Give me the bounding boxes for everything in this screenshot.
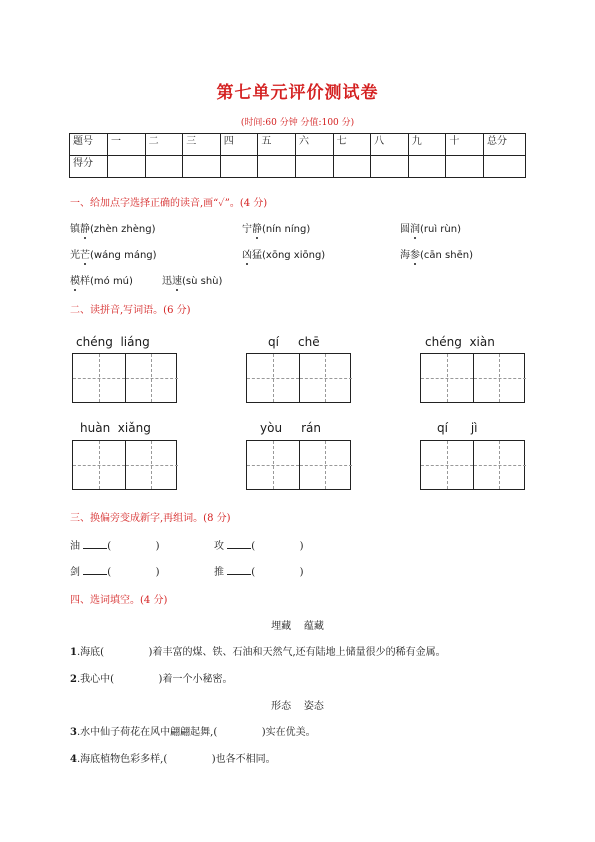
answer-blank[interactable]: [83, 566, 107, 575]
section2-heading: 二、读拼音,写词语。(6 分): [70, 305, 191, 316]
fill-question: 1.海底( )着丰富的煤、铁、石油和天然气,还有陆地上储量很少的稀有金属。: [70, 647, 446, 658]
score-cell: 总分: [484, 134, 526, 156]
pinyin-prompt: yòu rán: [260, 421, 322, 435]
answer-blank[interactable]: [227, 540, 251, 549]
writing-grid[interactable]: [420, 440, 525, 490]
reading-item: 模样(mó mú): [70, 276, 133, 287]
score-cell: 一: [108, 134, 146, 156]
pinyin-prompt: chéng xiàn: [425, 335, 495, 349]
score-cell: 五: [258, 134, 296, 156]
pinyin-prompt: chéng liáng: [76, 335, 150, 349]
score-table-score-row: [70, 156, 526, 178]
answer-blank[interactable]: [83, 540, 107, 549]
writing-grid[interactable]: [246, 440, 351, 490]
writing-grid[interactable]: [72, 353, 177, 403]
answer-blank[interactable]: [227, 566, 251, 575]
score-cell: 题号: [70, 134, 108, 156]
reading-item: 迅速(sù shù): [162, 276, 223, 287]
radical-item: 推 ( ): [214, 567, 304, 578]
score-cell: 十: [446, 134, 484, 156]
score-table: [69, 133, 526, 178]
fill-question: 3.水中仙子荷花在风中翩翩起舞,( )实在优美。: [70, 727, 316, 738]
score-cell: 三: [183, 134, 221, 156]
reading-item: 海参(cān shēn): [400, 250, 473, 261]
score-input-cell[interactable]: [484, 156, 526, 178]
score-table-header-row: [70, 134, 526, 156]
pinyin-prompt: qí chē: [268, 335, 320, 349]
writing-grid[interactable]: [420, 353, 525, 403]
fill-question: 4.海底植物色彩多样,( )也各不相同。: [70, 754, 276, 765]
fill-question: 2.我心中( )着一个小秘密。: [70, 674, 233, 685]
score-cell: 九: [408, 134, 446, 156]
reading-item: 凶猛(xōng xiōng): [242, 250, 326, 261]
section1-heading: 一、给加点字选择正确的读音,画“✓”。(4 分): [70, 198, 268, 209]
word-choices: 埋藏 蕴藏: [271, 621, 324, 632]
score-row-label: 得分: [70, 156, 108, 178]
score-input-cell[interactable]: [258, 156, 296, 178]
radical-item: 剑 ( ): [70, 567, 160, 578]
score-cell: 八: [371, 134, 409, 156]
exam-info: (时间:60 分钟 分值:100 分): [240, 118, 355, 128]
score-input-cell[interactable]: [183, 156, 221, 178]
score-input-cell[interactable]: [108, 156, 146, 178]
score-input-cell[interactable]: [333, 156, 371, 178]
score-cell: 二: [145, 134, 183, 156]
reading-item: 圆润(ruì rùn): [400, 224, 461, 235]
section3-heading: 三、换偏旁变成新字,再组词。(8 分): [70, 513, 231, 524]
score-input-cell[interactable]: [446, 156, 484, 178]
score-input-cell[interactable]: [220, 156, 258, 178]
pinyin-prompt: huàn xiǎng: [80, 421, 151, 435]
score-cell: 四: [220, 134, 258, 156]
reading-item: 宁静(nín níng): [242, 224, 311, 235]
reading-item: 光芒(wáng máng): [70, 250, 157, 261]
writing-grid[interactable]: [246, 353, 351, 403]
page-title: 第七单元评价测试卷: [216, 83, 379, 103]
score-input-cell[interactable]: [295, 156, 333, 178]
reading-item: 镇静(zhèn zhèng): [70, 224, 156, 235]
score-input-cell[interactable]: [145, 156, 183, 178]
section4-heading: 四、选词填空。(4 分): [70, 595, 168, 606]
score-input-cell[interactable]: [408, 156, 446, 178]
score-cell: 七: [333, 134, 371, 156]
radical-item: 攻 ( ): [214, 541, 304, 552]
word-choices: 形态 姿态: [271, 701, 324, 712]
pinyin-prompt: qí jì: [437, 421, 478, 435]
score-input-cell[interactable]: [371, 156, 409, 178]
radical-item: 油 ( ): [70, 541, 160, 552]
writing-grid[interactable]: [72, 440, 177, 490]
score-cell: 六: [295, 134, 333, 156]
